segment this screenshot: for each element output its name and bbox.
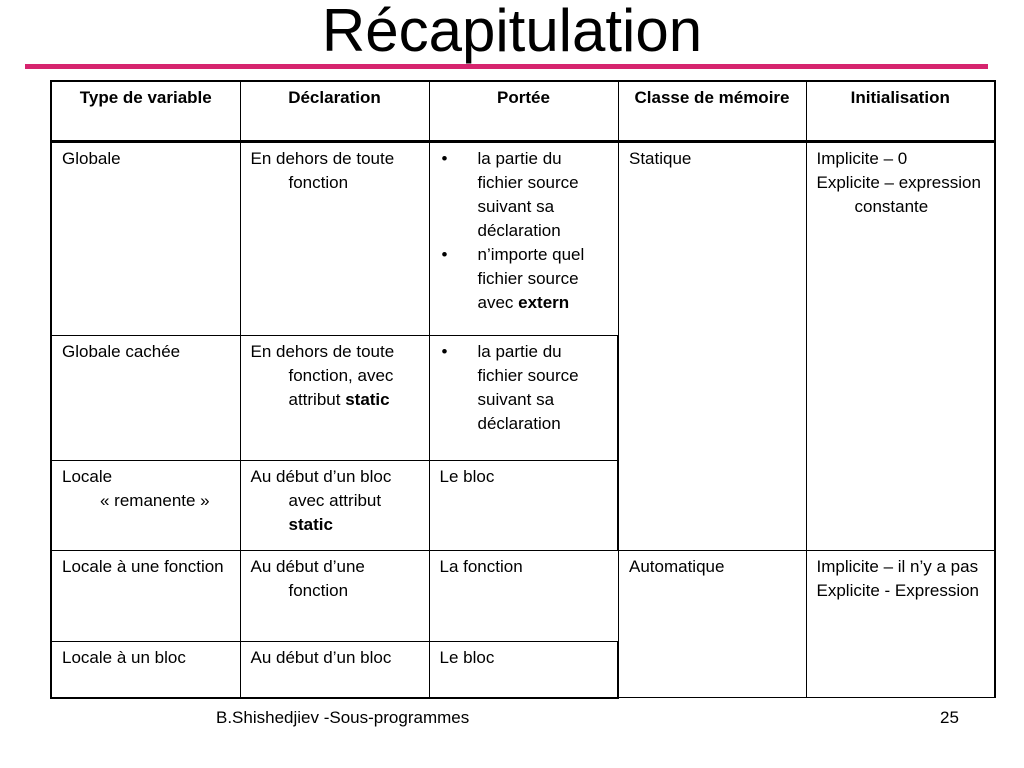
bullet-icon: • — [441, 149, 448, 168]
cell-type: Globale cachée — [51, 336, 240, 461]
cell-init-statique: Implicite – 0 Explicite – expression constante — [806, 142, 995, 551]
cell-portee — [429, 142, 618, 336]
header-init: Initialisation — [806, 81, 995, 142]
list-item: • la partie du fichier source suivant sa déclaration — [441, 149, 579, 240]
cell-declaration: En dehors de toute fonction, avec attribut static — [240, 336, 429, 461]
table-row — [51, 142, 995, 336]
cell-type: Locale « remanente » — [51, 461, 240, 551]
header-row — [51, 81, 995, 142]
table-row — [51, 551, 995, 642]
bullet-icon: • — [441, 342, 448, 361]
cell-type: Locale à un bloc — [51, 642, 240, 698]
page-number: 25 — [940, 708, 959, 727]
slide-title: Récapitulation — [321, 0, 703, 64]
bullet-icon: • — [441, 245, 448, 264]
cell-declaration: Au début d’une fonction — [240, 551, 429, 642]
cell-declaration: Au début d’un bloc avec attribut static — [240, 461, 429, 551]
list-item: • n’importe quel fichier source avec extern — [441, 245, 585, 312]
cell-declaration: Au début d’un bloc — [240, 642, 429, 698]
cell-classe-automatique: Automatique — [618, 551, 806, 698]
cell-portee: Le bloc — [429, 461, 618, 551]
cell-init-automatique: Implicite – il n’y a pas Explicite - Expression — [806, 551, 995, 698]
cell-declaration: En dehors de toute fonction — [240, 142, 429, 336]
cell-portee: La fonction — [429, 551, 618, 642]
title-underline — [25, 64, 988, 69]
header-classe: Classe de mémoire — [618, 81, 806, 142]
cell-type: Globale — [51, 142, 240, 336]
cell-portee: Le bloc — [429, 642, 618, 698]
header-portee: Portée — [429, 81, 618, 142]
header-type: Type de variable — [51, 81, 240, 142]
summary-table — [50, 80, 996, 699]
cell-portee — [429, 336, 618, 461]
cell-classe-statique: Statique — [618, 142, 806, 551]
cell-type: Locale à une fonction — [51, 551, 240, 642]
header-declaration: Déclaration — [240, 81, 429, 142]
footer-author: B.Shishedjiev -Sous-programmes — [216, 708, 470, 727]
list-item: • la partie du fichier source suivant sa déclaration — [441, 342, 579, 433]
